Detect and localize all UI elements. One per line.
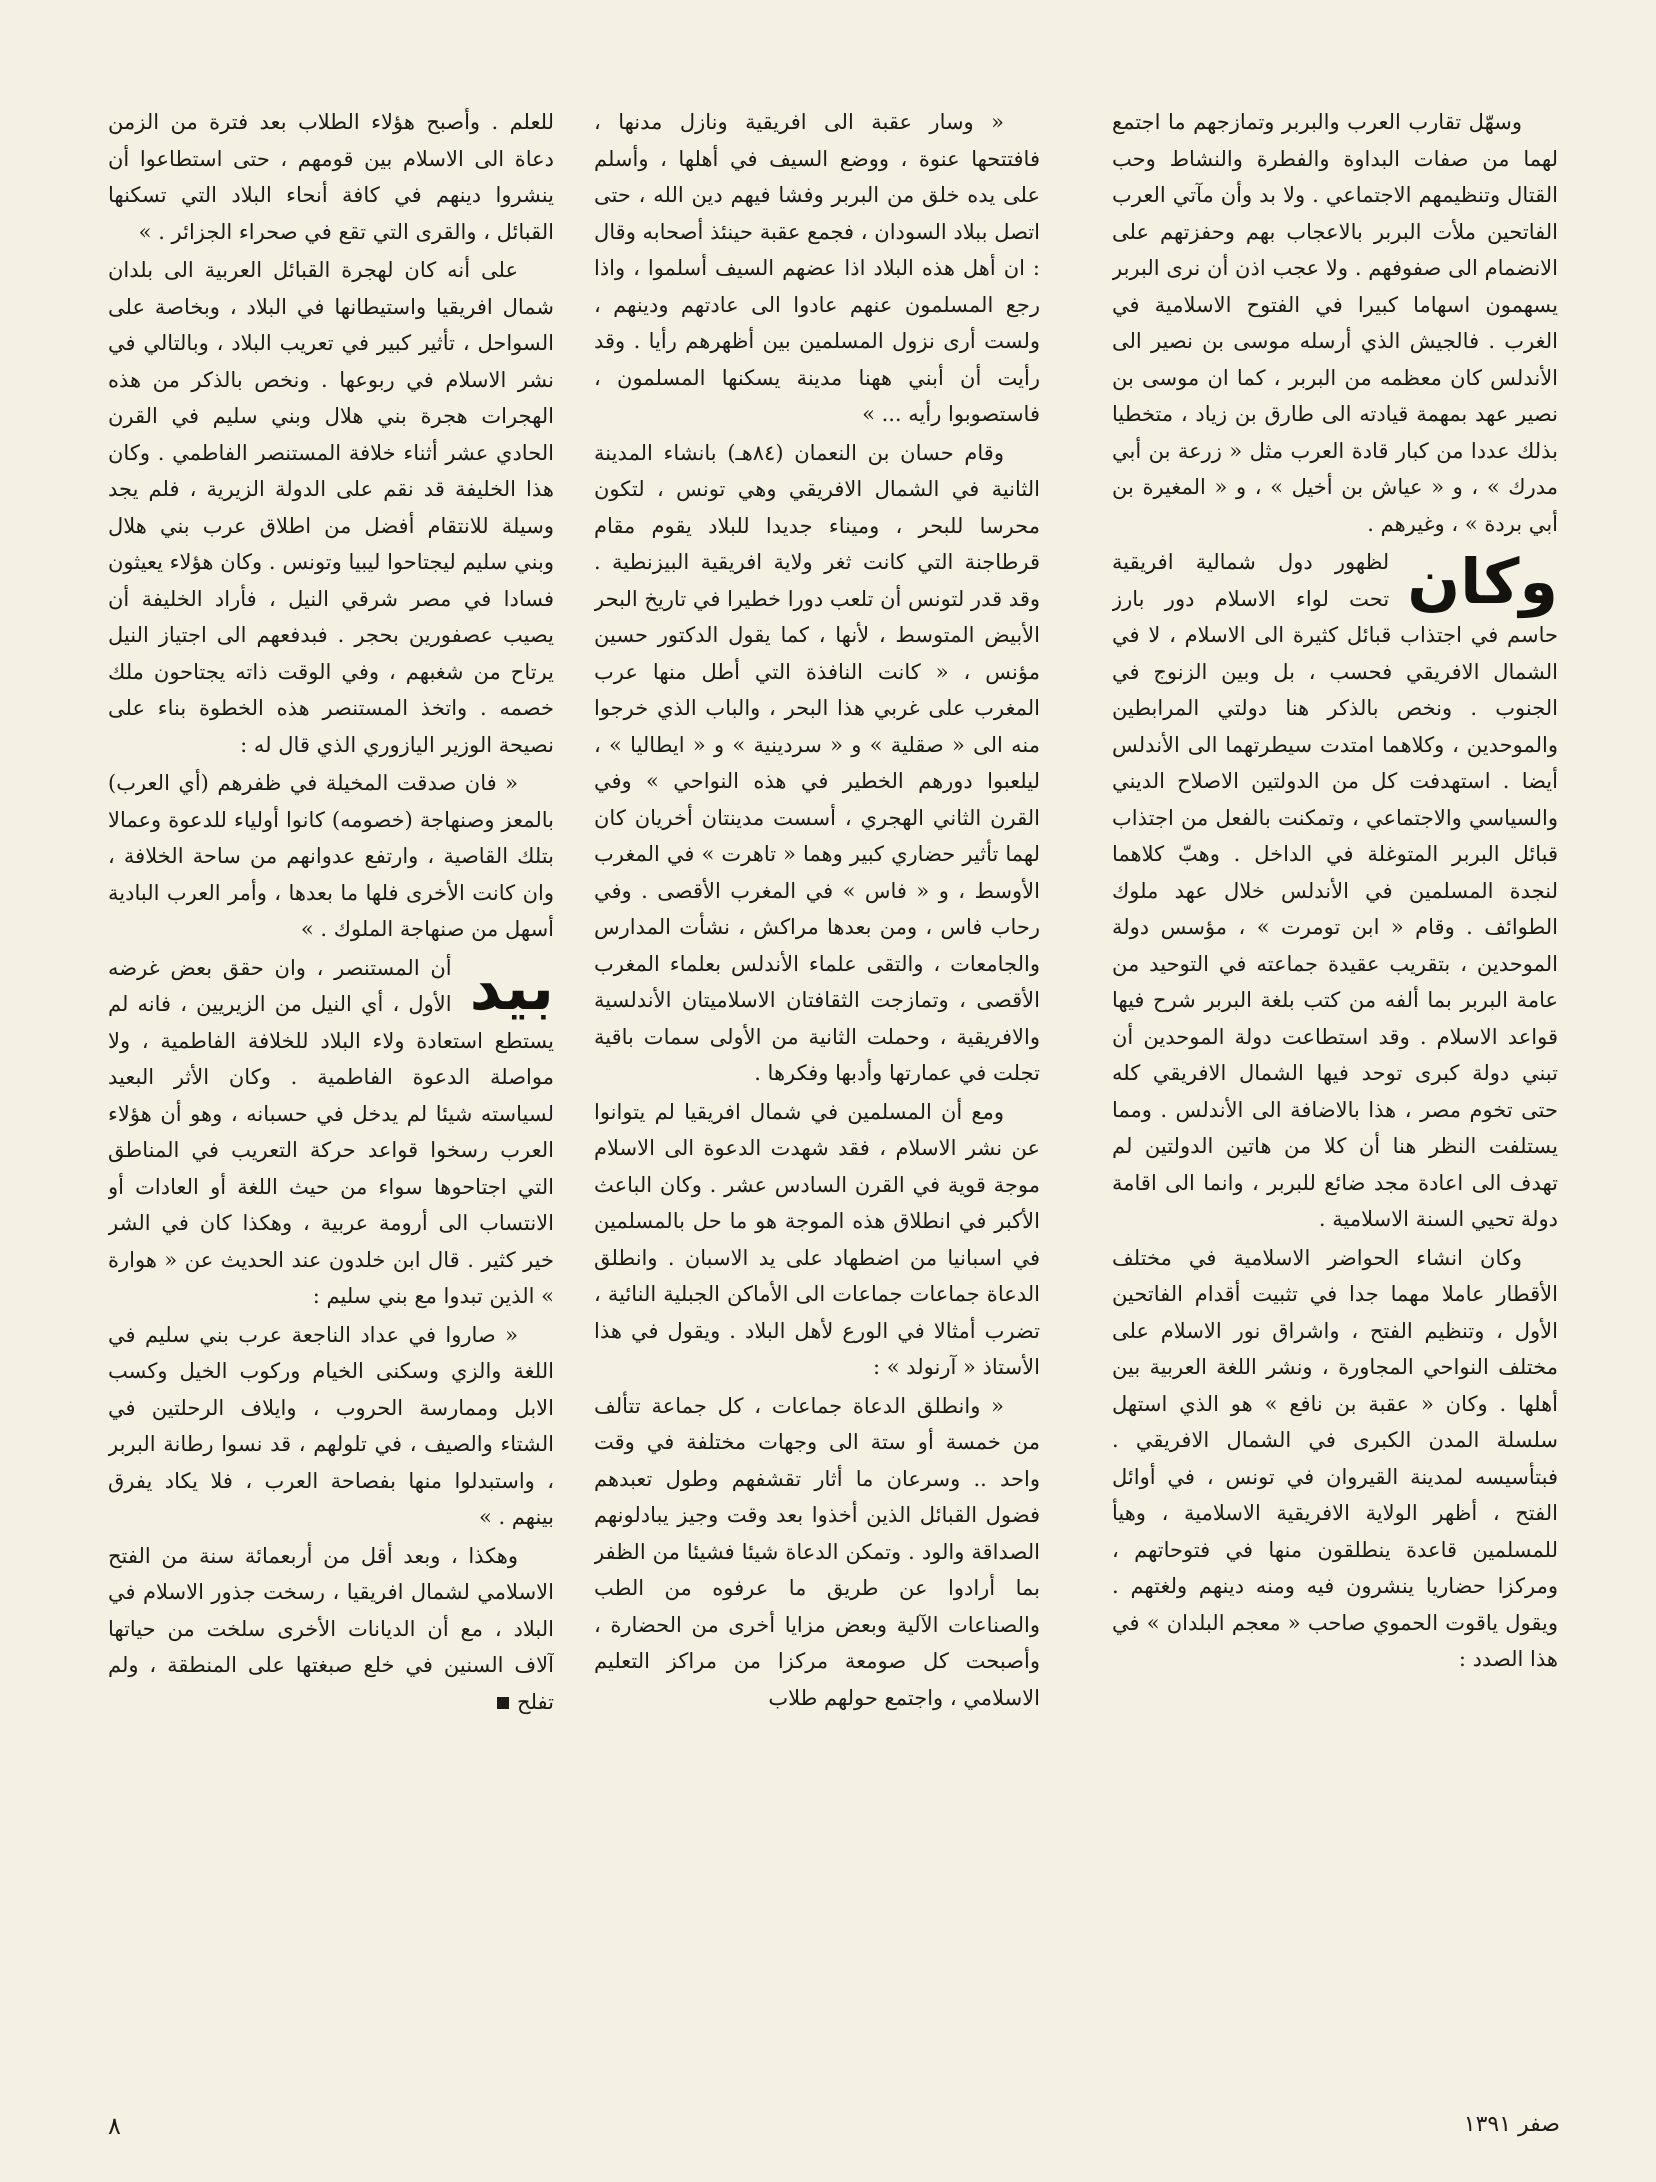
- page-number: ٨: [108, 2112, 121, 2140]
- paragraph-text: أن المستنصر ، وان حقق بعض غرضه الأول ، أي النيل من الزيريين ، فانه لم يستطع استعادة ولاء البلاد للخلافة الفاطمية ، ولا مواصلة الدعوة الفاطمية . وكان الأثر البعيد لسياسته شيئا لم يدخل في حسبانه ، وهو أن هؤلاء العرب رسخوا قواعد حركة التعريب في المناطق التي اجتاحوها سواء من حيث اللغة أو العادات أو الانتساب الى أرومة عربية ، وهكذا كان في الشر خير كثير . قال ابن خلدون عند الحديث عن « هوارة » الذين تبدوا مع بني سليم :: [108, 955, 554, 1308]
- paragraph: [108, 1538, 554, 1721]
- column-right: [1112, 104, 1558, 2064]
- drop-cap-word: بيد: [469, 950, 554, 1024]
- drop-cap-word: وكان: [1407, 545, 1558, 618]
- paragraph-with-dropcap: [1112, 544, 1558, 1238]
- paragraph: وكان انشاء الحواضر الاسلامية في مختلف الأقطار عاملا مهما جدا في تثبيت أقدام الفاتحين الأول ، وتنظيم الفتح ، واشراق نور الاسلام على مختلف النواحي المجاورة ، ونشر اللغة العربية بين أهلها . وكان « عقبة بن نافع » هو الذي استهل سلسلة المدن الكبرى في الشمال الافريقي . فبتأسيسه لمدينة القيروان في تونس ، في أوائل الفتح ، أظهر الولاية الافريقية الاسلامية ، وهيأ للمسلمين قاعدة ينطلقون منها في فتوحاتهم ، ومركزا حضاريا ينشرون فيه ومنه دينهم ولغتهم . ويقول ياقوت الحموي صاحب « معجم البلدان » في هذا الصدد :: [1112, 1245, 1558, 1671]
- paragraph-text: لظهور دول شمالية افريقية تحت لواء الاسلام دور بارز حاسم في اجتذاب قبائل كثيرة الى الاسلام ، لا في الشمال الافريقي فحسب ، بل وبين الزنوج في الجنوب . ونخص بالذكر هنا دولتي المرابطين والموحدين ، وكلاهما امتدت سيطرتهما الى الأندلس أيضا . استهدفت كل من الدولتين الاصلاح الديني والسياسي والاجتماعي ، وتمكنت بالفعل من اجتذاب قبائل البربر المتوغلة في الداخل . وهبّ كلاهما لنجدة المسلمين في الأندلس خلال عهد ملوك الطوائف . وقام « ابن تومرت » ، مؤسس دولة الموحدين ، بتقريب عقيدة جماعته في التوحيد من عامة البربر بما ألفه من كتب بلغة البربر شرح فيها قواعد الاسلام . وقد استطاعت دولة الموحدين أن تبني دولة كبرى توحد فيها الشمال الافريقي كله حتى تخوم مصر ، هذا بالاضافة الى الأندلس . ومما يستلفت النظر هنا أن كلا من هاتين الدولتين لم تهدف الى اعادة مجد ضائع للبربر ، وانما الى اقامة دولة تحيي السنة الاسلامية .: [1112, 550, 1558, 1231]
- issue-date: صفر ١٣٩١: [1463, 2112, 1560, 2137]
- paragraph: وسهّل تقارب العرب والبربر وتمازجهم ما اجتمع لهما من صفات البداوة والفطرة والنشاط وحب القتال وتنظيمهم الاجتماعي . ولا بد وأن مآتي العرب الفاتحين ملأت البربر بالاعجاب بهم وحفزتهم على الانضمام الى صفوفهم . ولا عجب اذن أن نرى البربر يسهمون اسهاما كبيرا في الفتوح الاسلامية في الغرب . فالجيش الذي أرسله موسى بن نصير الى الأندلس كان معظمه من البربر ، كما ان موسى بن نصير عهد بمهمة قيادته الى طارق بن زياد ، متخطيا بذلك عددا من كبار قادة العرب مثل « زرعة بن أبي مدرك » ، و « عياش بن أخيل » ، و « المغيرة بن أبي بردة » ، وغيرهم .: [1112, 110, 1558, 536]
- quote-paragraph: « فان صدقت المخيلة في ظفرهم (أي العرب) بالمعز وصنهاجة (خصومه) كانوا أولياء للدعوة وعمالا بتلك القاصية ، وارتفع عدوانهم من ساحة الخلافة ، وان كانت الأخرى فلها ما بعدها ، وأمر العرب البادية أسهل من صنهاجة الملوك . »: [108, 771, 554, 941]
- column-middle: [594, 104, 1040, 2064]
- paragraph: للعلم . وأصبح هؤلاء الطلاب بعد فترة من الزمن دعاة الى الاسلام بين قومهم ، حتى استطاعوا أن ينشروا دينهم في كافة أنحاء البلاد التي تسكنها القبائل ، والقرى التي تقع في صحراء الجزائر . »: [108, 110, 554, 244]
- paragraph-text: وهكذا ، وبعد أقل من أربعمائة سنة من الفتح الاسلامي لشمال افريقيا ، رسخت جذور الاسلام في البلاد ، مع أن الديانات الأخرى سلخت من حياتها آلاف السنين في خلع صبغتها على المنطقة ، ولم تفلح: [108, 1543, 554, 1714]
- column-left: [108, 104, 554, 2064]
- quote-paragraph: « وسار عقبة الى افريقية ونازل مدنها ، فافتتحها عنوة ، ووضع السيف في أهلها ، وأسلم على يده خلق من البربر وفشا فيهم دين الله ، حتى اتصل ببلاد السودان ، فجمع عقبة حينئذ أصحابه وقال : ان أهل هذه البلاد اذا عضهم السيف أسلموا ، واذا رجع المسلمون عنهم عادوا الى عادتهم ودينهم ، ولست أرى نزول المسلمين بين أظهرهم رأيا . وقد رأيت أن أبني ههنا مدينة يسكنها المسلمون ، فاستصوبوا رأيه ... »: [594, 110, 1040, 426]
- paragraph: على أنه كان لهجرة القبائل العربية الى بلدان شمال افريقيا واستيطانها في البلاد ، وبخاصة على السواحل ، تأثير كبير في تعريب البلاد ، وبالتالي في نشر الاسلام في ربوعها . ونخص بالذكر من هذه الهجرات هجرة بني هلال وبني سليم في القرن الحادي عشر أثناء خلافة المستنصر الفاطمي . وكان هذا الخليفة قد نقم على الدولة الزيرية ، فلم يجد وسيلة للانتقام أفضل من اطلاق عرب بني هلال وبني سليم ليجتاحوا ليبيا وتونس . وكان هؤلاء يعيثون فسادا في مصر شرقي النيل ، فأراد الخليفة أن يصيب عصفورين بحجر . فبدفعهم الى اجتياز النيل يرتاح من شغبهم ، وفي الوقت ذاته يجتاحون ملك خصمه . واتخذ المستنصر هذه الخطوة بناء على نصيحة الوزير اليازوري الذي قال له :: [108, 258, 554, 757]
- quote-paragraph: « صاروا في عداد الناجعة عرب بني سليم في اللغة والزي وسكنى الخيام وركوب الخيل وكسب الابل وممارسة الحروب ، وايلاف الرحلتين في الشتاء والصيف ، في تلولهم ، قد نسوا رطانة البربر ، واستبدلوا منها بفصاحة العرب ، فلا يكاد يفرق بينهم . »: [108, 1322, 554, 1529]
- quote-paragraph: « وانطلق الدعاة جماعات ، كل جماعة تتألف من خمسة أو ستة الى وجهات مختلفة في وقت واحد .. وسرعان ما أثار تقشفهم وطول تعبدهم فضول القبائل الذين أخذوا بعد وقت وجيز يبادلونهم الصداقة والود . وتمكن الدعاة شيئا فشيئا من الظفر بما أرادوا عن طريق ما عرفوه من الطب والصناعات الآلية وبعض مزايا أخرى من الحضارة ، وأصبحت كل صومعة مركزا من مراكز التعليم الاسلامي ، واجتمع حولهم طلاب: [594, 1393, 1040, 1710]
- end-of-article-square-icon: [497, 1697, 509, 1709]
- paragraph: ومع أن المسلمين في شمال افريقيا لم يتوانوا عن نشر الاسلام ، فقد شهدت الدعوة الى الاسلام موجة قوية في القرن السادس عشر . وكان الباعث الأكبر في انطلاق هذه الموجة هو ما حل بالمسلمين في اسبانيا من اضطهاد على يد الاسبان . وانطلق الدعاة جماعات جماعات الى الأماكن الجبلية النائية ، تضرب أمثالا في الورع لأهل البلاد . ويقول في هذا الأستاذ « آرنولد » :: [594, 1099, 1040, 1379]
- paragraph-with-dropcap: [108, 950, 554, 1315]
- paragraph: وقام حسان بن النعمان (٨٤هـ) بانشاء المدينة الثانية في الشمال الافريقي وهي تونس ، لتكون محرسا للبحر ، وميناء جديدا للبلاد يقوم مقام قرطاجنة التي كانت ثغر ولاية افريقية البيزنطية . وقد قدر لتونس أن تلعب دورا خطيرا في تاريخ البحر الأبيض المتوسط ، لأنها ، كما يقول الدكتور حسين مؤنس ، « كانت النافذة التي أطل منها عرب المغرب على غربي هذا البحر ، والباب الذي خرجوا منه الى « صقلية » و « سردينية » و « ايطاليا » ، ليلعبوا دورهم الخطير في هذه النواحي » وفي القرن الثاني الهجري ، أسست مدينتان أخريان كان لهما تأثير حضاري كبير وهما « تاهرت » في المغرب الأوسط ، و « فاس » في المغرب الأقصى . وفي رحاب فاس ، ومن بعدها مراكش ، نشأت المدارس والجامعات ، والتقى علماء الأندلس بعلماء المغرب الأقصى ، وتمازجت الثقافتان الاسلاميتان الأندلسية والافريقية ، وحملت الثانية من الأولى سمات باقية تجلت في عمارتها وأدبها وفكرها .: [594, 440, 1040, 1085]
